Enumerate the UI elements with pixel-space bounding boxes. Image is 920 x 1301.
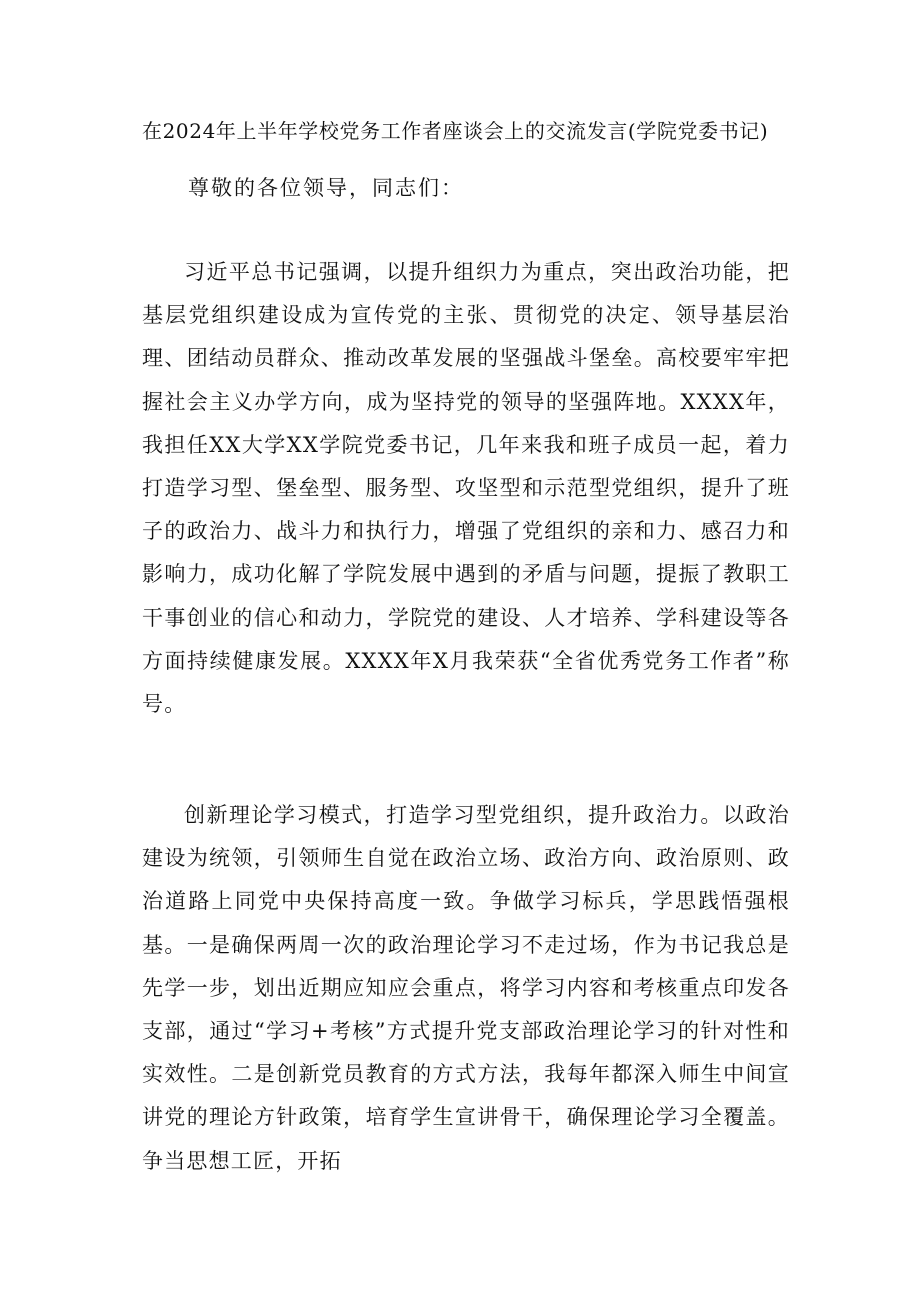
document-title: 在2024年上半年学校党务工作者座谈会上的交流发言(学院党委书记): [142, 119, 769, 143]
paragraph-1: 习近平总书记强调，以提升组织力为重点，突出政治功能，把基层党组织建设成为宣传党的主张、贯彻党的决定、领导基层治理、团结动员群众、推动改革发展的坚强战斗堡垒。高校要牢牢把握社会主义办学方向，成为坚持党的领导的坚强阵地。XXXX年，我担任XX大学XX学院党委书记，几年来我和班子成员一起，着力打造学习型、堡垒型、服务型、攻坚型和示范型党组织，提升了班子的政治力、战斗力和执行力，增强了党组织的亲和力、感召力和影响力，成功化解了学院发展中遇到的矛盾与问题，提振了教职工干事创业的信心和动力，学院党的建设、人才培养、学科建设等各方面持续健康发展。XXXX年X月我荣获“全省优秀党务工作者”称号。: [142, 260, 790, 717]
salutation: 尊敬的各位领导，同志们：: [188, 176, 464, 200]
paragraph-2: 创新理论学习模式，打造学习型党组织，提升政治力。以政治建设为统领，引领师生自觉在政治立场、政治方向、政治原则、政治道路上同党中央保持高度一致。争做学习标兵，学思践悟强根基。一是确保两周一次的政治理论学习不走过场，作为书记我总是先学一步，划出近期应知应会重点，将学习内容和考核重点印发各支部，通过“学习+考核”方式提升党支部政治理论学习的针对性和实效性。二是创新党员教育的方式方法，我每年都深入师生中间宣讲党的理论方针政策，培育学生宣讲骨干，确保理论学习全覆盖。争当思想工匠，开拓: [142, 803, 790, 1173]
